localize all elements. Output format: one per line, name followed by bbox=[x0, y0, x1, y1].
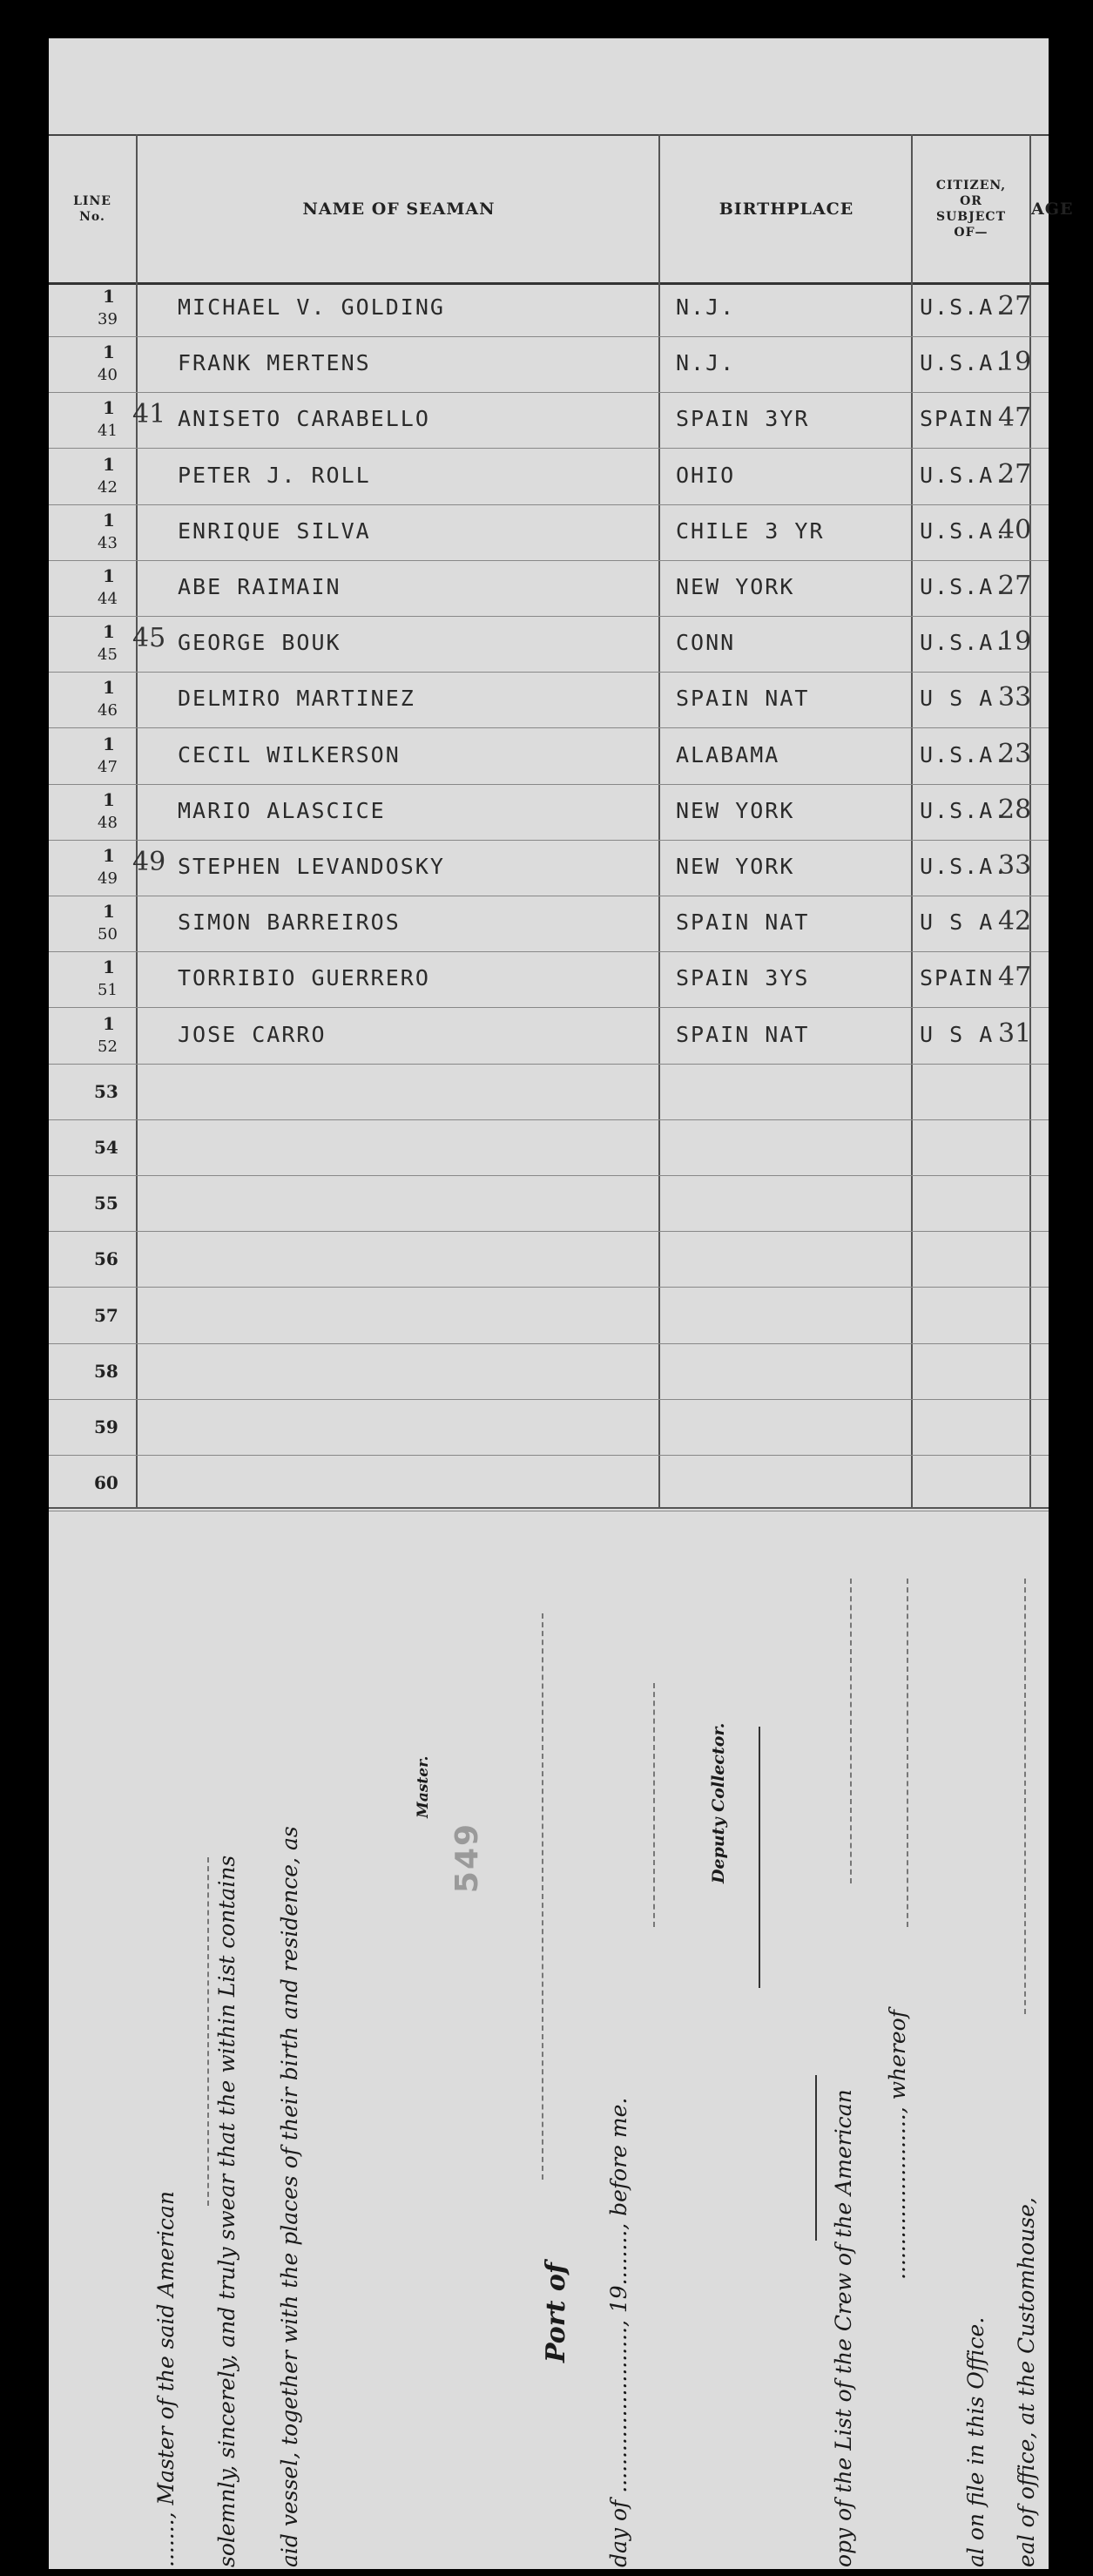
table-row bbox=[49, 336, 1049, 393]
birthplace: NEW YORK bbox=[676, 574, 795, 599]
faint-stamp: 549 bbox=[449, 1822, 486, 1894]
birthplace: ALABAMA bbox=[676, 741, 780, 767]
line-number bbox=[49, 1119, 136, 1175]
seaman-name: STEPHEN LEVANDOSKY bbox=[178, 854, 445, 879]
header-age: AGE bbox=[1031, 199, 1074, 219]
age: 40 bbox=[998, 514, 1032, 545]
seaman-name: GEORGE BOUK bbox=[178, 630, 341, 656]
short-signature-line bbox=[815, 2075, 817, 2241]
line-number bbox=[49, 1008, 136, 1064]
line-number-value: 57 bbox=[94, 1304, 118, 1326]
line-number-bottom: 45 bbox=[98, 646, 118, 665]
seaman-name: MICHAEL V. GOLDING bbox=[178, 294, 445, 320]
line-number-value: 58 bbox=[94, 1360, 118, 1382]
age: 28 bbox=[998, 794, 1032, 825]
table-row bbox=[49, 784, 1049, 841]
citizenship: U.S.A. bbox=[920, 517, 1009, 544]
age: 47 bbox=[998, 402, 1032, 434]
seaman-name: MARIO ALASCICE bbox=[178, 797, 386, 823]
table-row bbox=[49, 1343, 1049, 1400]
master-label: Master. bbox=[415, 1755, 432, 1818]
table-row bbox=[49, 281, 1049, 337]
seaman-name: PETER J. ROLL bbox=[178, 462, 371, 488]
line-number bbox=[49, 1399, 136, 1455]
header-name-of-seaman: NAME OF SEAMAN bbox=[302, 199, 496, 219]
line-number bbox=[49, 1064, 136, 1119]
line-number bbox=[49, 784, 136, 840]
birthplace: NEW YORK bbox=[676, 854, 795, 879]
line-number-bottom: 48 bbox=[98, 813, 118, 832]
birthplace: SPAIN 3YR bbox=[676, 406, 810, 432]
age: 19 bbox=[998, 626, 1032, 658]
line-number-bottom: 49 bbox=[98, 869, 118, 888]
line-number-top: 1 bbox=[103, 453, 115, 475]
seaman-name: FRANK MERTENS bbox=[178, 350, 371, 376]
birthplace: SPAIN NAT bbox=[676, 686, 810, 712]
table-row bbox=[49, 1399, 1049, 1456]
age: 27 bbox=[998, 571, 1032, 601]
table-row bbox=[49, 728, 1049, 785]
seaman-name: JOSE CARRO bbox=[178, 1021, 327, 1047]
line-number-top: 1 bbox=[103, 733, 115, 754]
birthplace: SPAIN NAT bbox=[676, 909, 810, 936]
line-number bbox=[49, 1288, 136, 1343]
citizenship: U S A bbox=[920, 686, 995, 712]
customhouse-fill-line bbox=[1024, 1579, 1027, 2014]
line-number bbox=[49, 1231, 136, 1287]
line-number-bottom: 43 bbox=[98, 533, 118, 552]
line-number-bottom: 47 bbox=[98, 757, 118, 776]
citizenship: U.S.A. bbox=[920, 630, 1009, 656]
citizenship: SPAIN bbox=[920, 406, 995, 432]
line-number-top: 1 bbox=[103, 788, 115, 810]
line-number bbox=[49, 504, 136, 560]
line-number bbox=[49, 449, 136, 504]
line-number-top: 1 bbox=[103, 509, 115, 531]
table-row bbox=[49, 1008, 1049, 1065]
table-row bbox=[49, 1119, 1049, 1176]
line-number-bottom: 44 bbox=[98, 590, 118, 608]
table-row bbox=[49, 1064, 1049, 1120]
table-row bbox=[49, 560, 1049, 617]
header-line-no: LINE No. bbox=[73, 194, 111, 224]
seal-line: eal of office, at the Customhouse, bbox=[1014, 2197, 1039, 2567]
line-number-bottom: 52 bbox=[98, 1037, 118, 1056]
age: 33 bbox=[998, 850, 1032, 881]
citizenship: SPAIN bbox=[920, 965, 995, 991]
line-number bbox=[49, 728, 136, 784]
oath-line-2: solemnly, sincerely, and truly swear that the within List contains bbox=[214, 1855, 240, 2567]
line-number-bottom: 40 bbox=[98, 366, 118, 385]
whereof-line: ........................, whereof bbox=[885, 2010, 910, 2280]
line-number bbox=[49, 616, 136, 672]
citizenship: U S A bbox=[920, 909, 995, 936]
line-number-value: 53 bbox=[94, 1080, 118, 1102]
birthplace: SPAIN 3YS bbox=[676, 965, 810, 991]
line-number bbox=[49, 392, 136, 448]
age: 27 bbox=[998, 291, 1032, 321]
header-birthplace: BIRTHPLACE bbox=[719, 199, 854, 219]
citizenship: U.S.A. bbox=[920, 350, 1009, 376]
citizenship: U.S.A. bbox=[920, 797, 1009, 823]
age: 47 bbox=[998, 962, 1032, 993]
oath-section bbox=[49, 1507, 1049, 2571]
table-row bbox=[49, 504, 1049, 561]
oath-line-1: ......., Master of the said American bbox=[153, 2191, 179, 2567]
line-number-value: 54 bbox=[94, 1137, 118, 1158]
line-number-top: 1 bbox=[103, 397, 115, 419]
line-number-value: 59 bbox=[94, 1416, 118, 1437]
line-number-value: 56 bbox=[94, 1248, 118, 1270]
citizenship: U.S.A. bbox=[920, 294, 1009, 320]
line-number bbox=[49, 951, 136, 1007]
whereof-fill-line bbox=[907, 1579, 909, 1927]
line-number-bottom: 39 bbox=[98, 310, 118, 328]
citizenship: U.S.A. bbox=[920, 574, 1009, 599]
line-number bbox=[49, 672, 136, 727]
line-number-top: 1 bbox=[103, 677, 115, 699]
line-number-value: 55 bbox=[94, 1193, 118, 1214]
table-row bbox=[49, 896, 1049, 952]
age: 23 bbox=[998, 738, 1032, 769]
line-number-top: 1 bbox=[103, 901, 115, 923]
line-number-top: 1 bbox=[103, 1012, 115, 1034]
seaman-name: SIMON BARREIROS bbox=[178, 909, 401, 936]
seaman-name: CECIL WILKERSON bbox=[178, 741, 401, 767]
table-row bbox=[49, 392, 1049, 449]
seaman-name: TORRIBIO GUERRERO bbox=[178, 965, 430, 991]
file-line: al on file in this Office. bbox=[963, 2316, 988, 2567]
line-number-bottom: 41 bbox=[98, 422, 118, 441]
seaman-name: ABE RAIMAIN bbox=[178, 574, 341, 599]
age: 27 bbox=[998, 458, 1032, 490]
age: 31 bbox=[998, 1018, 1032, 1049]
line-number bbox=[49, 1175, 136, 1231]
citizenship: U S A bbox=[920, 1021, 995, 1047]
birthplace: SPAIN NAT bbox=[676, 1021, 810, 1047]
header-citizen: CITIZEN, OR SUBJECT OF— bbox=[935, 179, 1007, 240]
crew-list-page bbox=[49, 38, 1074, 2569]
birthplace: CONN bbox=[676, 630, 736, 656]
table-row bbox=[49, 1231, 1049, 1288]
birthplace: N.J. bbox=[676, 350, 736, 376]
table-row bbox=[49, 1455, 1049, 1511]
seaman-name: ANISETO CARABELLO bbox=[178, 406, 430, 432]
age: 19 bbox=[998, 347, 1032, 378]
line-number bbox=[49, 896, 136, 951]
table-row bbox=[49, 1288, 1049, 1344]
day-fill-line bbox=[653, 1683, 656, 1927]
line-number bbox=[49, 1343, 136, 1399]
line-number-bottom: 46 bbox=[98, 701, 118, 720]
seaman-name: ENRIQUE SILVA bbox=[178, 517, 371, 544]
line-number bbox=[49, 281, 136, 336]
table-row bbox=[49, 951, 1049, 1008]
port-label: Port of bbox=[541, 2262, 571, 2363]
line-number-top: 1 bbox=[103, 621, 115, 643]
line-number-bottom: 51 bbox=[98, 981, 118, 1000]
table-row bbox=[49, 616, 1049, 673]
handwritten-mark: 49 bbox=[132, 847, 166, 877]
table-row bbox=[49, 840, 1049, 896]
line-number-top: 1 bbox=[103, 565, 115, 586]
line-number-value: 60 bbox=[94, 1472, 118, 1494]
birthplace: N.J. bbox=[676, 294, 736, 320]
handwritten-mark: 41 bbox=[132, 399, 166, 430]
signature-line-master bbox=[207, 1857, 210, 2206]
age: 33 bbox=[998, 682, 1032, 713]
citizenship: U.S.A. bbox=[920, 854, 1009, 879]
line-number bbox=[49, 840, 136, 896]
deputy-collector-label: Deputy Collector. bbox=[709, 1722, 728, 1883]
line-number bbox=[49, 336, 136, 392]
citizenship: U.S.A. bbox=[920, 741, 1009, 767]
birthplace: OHIO bbox=[676, 462, 736, 488]
table-row bbox=[49, 1175, 1049, 1232]
line-number-top: 1 bbox=[103, 957, 115, 978]
line-number-top: 1 bbox=[103, 845, 115, 866]
port-fill-line bbox=[542, 1613, 544, 2180]
table-header bbox=[49, 134, 1074, 285]
handwritten-mark: 45 bbox=[132, 623, 166, 654]
copy-line: opy of the List of the Crew of the American bbox=[831, 2089, 856, 2567]
line-number-bottom: 42 bbox=[98, 477, 118, 497]
birthplace: CHILE 3 YR bbox=[676, 517, 825, 544]
line-number bbox=[49, 560, 136, 616]
line-number-top: 1 bbox=[103, 286, 115, 307]
age: 42 bbox=[998, 906, 1032, 937]
line-number bbox=[49, 1455, 136, 1511]
oath-line-3: aid vessel, together with the places of their birth and residence, as bbox=[277, 1826, 302, 2567]
day-line: day of ........................, 19........, before me. bbox=[606, 2097, 631, 2567]
line-number-bottom: 50 bbox=[98, 925, 118, 944]
table-row bbox=[49, 672, 1049, 728]
birthplace: NEW YORK bbox=[676, 797, 795, 823]
citizenship: U.S.A. bbox=[920, 462, 1009, 488]
table-row bbox=[49, 449, 1049, 505]
deputy-signature-line bbox=[759, 1727, 760, 1988]
seaman-name: DELMIRO MARTINEZ bbox=[178, 686, 415, 712]
line-number-top: 1 bbox=[103, 341, 115, 363]
vessel-fill-line bbox=[850, 1579, 853, 1883]
